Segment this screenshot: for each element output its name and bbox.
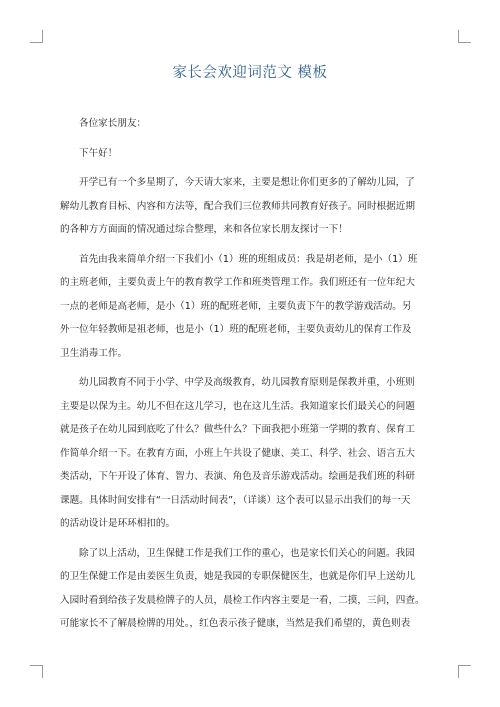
paragraph-line: 开学已有一个多星期了，今天请大家来，主要是想让你们更多的了解幼儿园，了: [79, 177, 415, 188]
paragraph-line: 主要是以保为主。幼儿不但在这儿学习，也在这儿生活。我知道家长们最关心的问题: [60, 400, 415, 412]
paragraph-line: 解幼儿教育目标、内容和方法等，配合我们三位教师共同教育好孩子。同时根据近期: [60, 200, 415, 212]
document-title: 家长会欢迎词范文 模板: [172, 65, 328, 81]
paragraph-line: 类活动，下午开设了体育、智力、表演、角色及音乐游戏活动。绘画是我们班的科研: [60, 471, 415, 482]
paragraph-2: [60, 248, 440, 366]
document-body: [60, 112, 440, 642]
paragraph-line: 的各种方方面面的情况通过综合整理，来和各位家长朋友探讨一下！: [60, 224, 348, 235]
paragraph-line: 的活动设计是环环相扣的。: [60, 518, 176, 529]
paragraph-line: 幼儿园教育不同于小学、中学及高级教育，幼儿园教育原则是保教并重，小班则: [79, 377, 415, 388]
paragraph-3: [60, 371, 440, 536]
paragraph-line: 首先由我来简单介绍一下我们小（1）班的班组成员：我是胡老师，是小（1）班: [79, 253, 418, 265]
paragraph-line: 外一位年轻教师是祖老师，也是小（1）班的配班老师，主要负责幼儿的保育工作及: [60, 324, 412, 335]
paragraph-line: 就是孩子在幼儿园到底吃了什么？做些什么？下面我把小班第一学期的教育、保育工: [60, 424, 415, 435]
crop-mark-bottom-right: [458, 665, 471, 678]
crop-mark-bottom-left: [30, 665, 43, 678]
paragraph-line: 卫生消毒工作。: [60, 347, 128, 359]
paragraph-line: 一点的老师是高老师，是小（1）班的配班老师，主要负责下午的教学游戏活动。另: [60, 300, 412, 312]
greeting-line: 各位家长朋友：: [79, 118, 147, 129]
paragraph-line: 入园时看到给孩子发晨检牌子的人员，晨检工作内容主要是一看，二摸，三问，四查。: [60, 594, 425, 606]
crop-mark-top-left: [30, 30, 43, 43]
paragraph-line: 的卫生保健工作是由姜医生负责，她是我园的专职保健医生，也就是你们早上送幼儿: [60, 571, 415, 582]
crop-mark-top-right: [458, 30, 471, 43]
paragraph-line: 的主班老师，主要负责上午的教育教学工作和班类管理工作。我们班还有一位年纪大: [60, 277, 415, 288]
hello-line: 下午好！: [79, 147, 118, 159]
paragraph-1: [60, 171, 440, 242]
paragraph-4: [60, 542, 440, 636]
paragraph-line: 除了以上活动，卫生保健工作是我们工作的重心，也是家长们关心的问题。我园: [79, 547, 415, 559]
paragraph-line: 作简单介绍一下。在教育方面，小班上午共设了健康、美工、科学、社会、语言五大: [60, 447, 415, 459]
paragraph-line: 可能家长不了解晨检牌的用处。，红色表示孩子健康，当然是我们希望的，黄色则表: [60, 618, 411, 629]
paragraph-line: 课题。具体时间安排有“一日活动时间表”，（详谈）这个表可以显示出我们的每一天: [60, 494, 411, 506]
